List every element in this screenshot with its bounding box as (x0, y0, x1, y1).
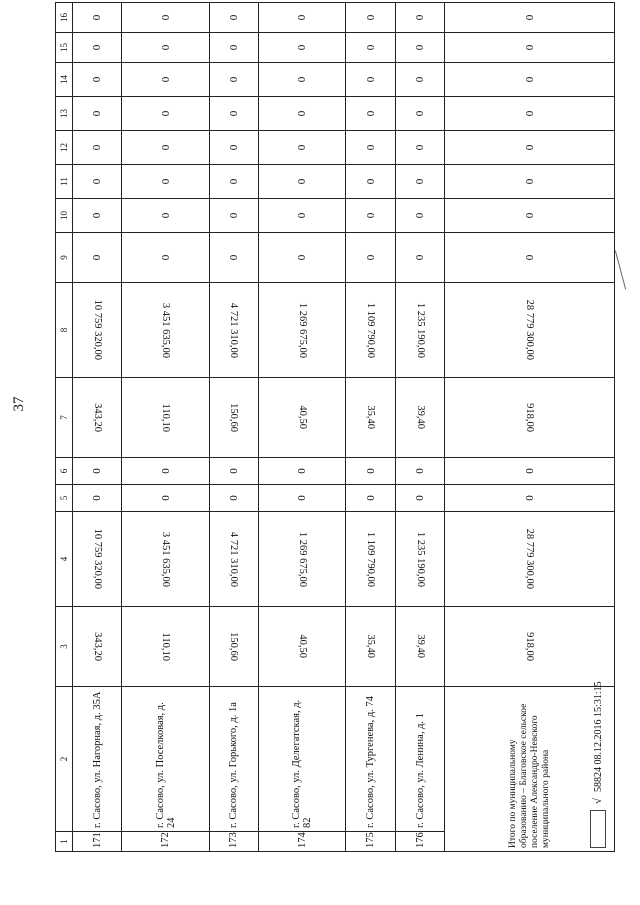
cell-value: 0 (364, 468, 377, 474)
cell-value: 40,50 (296, 634, 308, 659)
cell-value: 343,20 (91, 403, 103, 432)
cell-value: 150,60 (228, 632, 240, 661)
value-cell (73, 131, 122, 165)
value-cell (209, 199, 258, 233)
value-cell (395, 199, 444, 233)
column-number: 4 (56, 512, 73, 607)
cell-value: 0 (91, 178, 104, 185)
cell-value: 0 (414, 212, 427, 219)
cell-value: 0 (523, 495, 536, 501)
value-cell (395, 283, 444, 378)
column-number: 14 (56, 63, 73, 97)
cell-value: 0 (296, 254, 309, 261)
value-cell (445, 199, 615, 233)
value-cell (346, 131, 395, 165)
address-cell: г. Сасово, ул. Тургенева, д. 74 (346, 687, 395, 832)
value-cell (445, 512, 615, 607)
value-cell (395, 33, 444, 63)
cell-value: 0 (364, 254, 377, 261)
value-cell (209, 485, 258, 512)
value-cell (346, 378, 395, 458)
column-number: 10 (56, 199, 73, 233)
value-cell (259, 378, 346, 458)
value-cell (445, 3, 615, 33)
value-cell (445, 63, 615, 97)
value-cell (346, 3, 395, 33)
cell-value: 0 (296, 212, 309, 219)
column-number: 3 (56, 607, 73, 687)
cell-value: 0 (91, 468, 104, 474)
column-number: 12 (56, 131, 73, 165)
cell-value: 0 (159, 44, 172, 51)
cell-value: 110,10 (160, 403, 172, 432)
cell-value: 0 (91, 76, 104, 83)
value-cell (395, 63, 444, 97)
table-row (122, 3, 209, 852)
cell-value: 0 (364, 76, 377, 83)
cell-value: 28 779 300,00 (524, 299, 536, 361)
value-cell (346, 607, 395, 687)
row-number: 171 (73, 832, 122, 852)
cell-value: 0 (414, 14, 427, 21)
cell-value: 0 (523, 144, 536, 151)
cell-value: 0 (523, 110, 536, 117)
cell-value: 0 (91, 254, 104, 261)
cell-value: 0 (296, 468, 309, 474)
column-number: 1 (56, 832, 73, 852)
check-mark: √ (592, 797, 604, 804)
cell-value: 0 (159, 76, 172, 83)
cell-value: 0 (296, 76, 309, 83)
pen-mark (615, 251, 626, 290)
cell-value: 1 109 790,00 (365, 531, 377, 587)
value-cell (346, 199, 395, 233)
value-cell (73, 199, 122, 233)
cell-value: 0 (523, 178, 536, 185)
footer (588, 618, 608, 848)
cell-value: 0 (414, 144, 427, 151)
cell-value: 1 235 190,00 (414, 531, 426, 587)
value-cell (259, 458, 346, 485)
value-cell (395, 3, 444, 33)
cell-value: 0 (227, 76, 240, 83)
cell-value: 0 (364, 14, 377, 21)
value-cell (395, 512, 444, 607)
cell-value: 0 (414, 254, 427, 261)
value-cell (209, 607, 258, 687)
cell-value: 0 (364, 44, 377, 51)
value-cell (73, 378, 122, 458)
rotated-table-container (55, 14, 615, 852)
table-row (346, 3, 395, 852)
value-cell (209, 378, 258, 458)
value-cell (259, 131, 346, 165)
cell-value: 0 (91, 495, 104, 501)
column-number: 6 (56, 458, 73, 485)
table-row (73, 3, 122, 852)
value-cell (395, 458, 444, 485)
value-cell (346, 283, 395, 378)
value-cell (209, 63, 258, 97)
cell-value: 0 (227, 144, 240, 151)
cell-value: 1 269 675,00 (296, 302, 308, 358)
value-cell (346, 233, 395, 283)
cell-value: 0 (91, 110, 104, 117)
cell-value: 0 (523, 14, 536, 21)
column-number: 2 (56, 687, 73, 832)
value-cell (209, 97, 258, 131)
value-cell (445, 33, 615, 63)
value-cell (73, 283, 122, 378)
cell-value: 110,10 (160, 632, 172, 661)
value-cell (122, 458, 209, 485)
value-cell (73, 97, 122, 131)
cell-value: 4 721 310,00 (228, 302, 240, 358)
value-cell (259, 165, 346, 199)
value-cell (259, 283, 346, 378)
value-cell (209, 233, 258, 283)
address-cell: г. Сасово, ул. Ленина, д. 1 (395, 687, 444, 832)
column-number: 15 (56, 33, 73, 63)
cell-value: 0 (91, 212, 104, 219)
column-number: 16 (56, 3, 73, 33)
cell-value: 0 (91, 14, 104, 21)
value-cell (73, 458, 122, 485)
value-cell (445, 458, 615, 485)
cell-value: 0 (364, 144, 377, 151)
cell-value: 0 (227, 178, 240, 185)
cell-value: 0 (296, 14, 309, 21)
address-cell: г. Сасово, ул. Делегатская, д. 82 (259, 687, 346, 832)
cell-value: 0 (523, 212, 536, 219)
cell-value: 0 (523, 254, 536, 261)
cell-value: 3 451 635,00 (160, 531, 172, 587)
value-cell (122, 283, 209, 378)
cell-value: 0 (296, 44, 309, 51)
cell-value: 40,50 (296, 405, 308, 430)
row-number: 173 (209, 832, 258, 852)
value-cell (122, 607, 209, 687)
value-cell (122, 233, 209, 283)
value-cell (395, 607, 444, 687)
cell-value: 0 (227, 44, 240, 51)
value-cell (395, 131, 444, 165)
cell-value: 0 (159, 212, 172, 219)
table-row (209, 3, 258, 852)
cell-value: 1 235 190,00 (414, 302, 426, 358)
cell-value: 0 (159, 144, 172, 151)
cell-value: 0 (159, 468, 172, 474)
value-cell (346, 33, 395, 63)
cell-value: 0 (523, 76, 536, 83)
value-cell (73, 512, 122, 607)
page-number: 37 (11, 396, 27, 412)
value-cell (209, 512, 258, 607)
cell-value: 0 (227, 495, 240, 501)
value-cell (395, 233, 444, 283)
cell-value: 918,00 (524, 632, 536, 661)
value-cell (122, 63, 209, 97)
value-cell (209, 165, 258, 199)
cell-value: 0 (91, 144, 104, 151)
cell-value: 0 (227, 14, 240, 21)
value-cell (445, 233, 615, 283)
row-number: 172 (122, 832, 209, 852)
table-row (395, 3, 444, 852)
table-row (259, 3, 346, 852)
cell-value: 0 (159, 178, 172, 185)
cell-value: 0 (296, 110, 309, 117)
address-cell: г. Сасово, ул. Горького, д. 1а (209, 687, 258, 832)
value-cell (73, 607, 122, 687)
value-cell (445, 97, 615, 131)
value-cell (209, 33, 258, 63)
cell-value: 0 (414, 468, 427, 474)
value-cell (209, 131, 258, 165)
address-cell: г. Сасово, ул. Нагорная, д. 35А (73, 687, 122, 832)
cell-value: 28 779 300,00 (524, 528, 536, 590)
cell-value: 0 (227, 254, 240, 261)
value-cell (259, 199, 346, 233)
cell-value: 39,40 (414, 405, 426, 430)
cell-value: 0 (364, 178, 377, 185)
value-cell (259, 3, 346, 33)
value-cell (73, 485, 122, 512)
value-cell (259, 485, 346, 512)
cell-value: 0 (159, 14, 172, 21)
value-cell (122, 3, 209, 33)
value-cell (445, 485, 615, 512)
value-cell (445, 165, 615, 199)
value-cell (122, 131, 209, 165)
column-number: 5 (56, 485, 73, 512)
cell-value: 0 (296, 144, 309, 151)
value-cell (73, 63, 122, 97)
cell-value: 0 (296, 495, 309, 501)
cell-value: 0 (523, 468, 536, 474)
value-cell (395, 165, 444, 199)
total-label: Итого по муниципальному образованию – Благовское сельское поселение Александро-Невского муниципального района (445, 687, 615, 852)
column-number: 7 (56, 378, 73, 458)
column-number: 9 (56, 233, 73, 283)
document-reference: 58824 08.12.2016 15:31:15 (592, 681, 604, 792)
value-cell (122, 165, 209, 199)
value-cell (209, 283, 258, 378)
value-cell (122, 485, 209, 512)
value-cell (259, 97, 346, 131)
value-cell (259, 607, 346, 687)
cell-value: 0 (414, 76, 427, 83)
cell-value: 0 (227, 110, 240, 117)
value-cell (122, 33, 209, 63)
cell-value: 0 (414, 44, 427, 51)
value-cell (122, 199, 209, 233)
value-cell (395, 97, 444, 131)
cell-value: 0 (364, 212, 377, 219)
value-cell (259, 512, 346, 607)
cell-value: 10 759 320,00 (91, 528, 103, 590)
document-stamp (590, 810, 606, 848)
value-cell (395, 378, 444, 458)
value-cell (346, 458, 395, 485)
column-number: 13 (56, 97, 73, 131)
value-cell (346, 485, 395, 512)
data-table (55, 2, 615, 852)
value-cell (346, 512, 395, 607)
cell-value: 0 (296, 178, 309, 185)
value-cell (259, 233, 346, 283)
cell-value: 0 (414, 110, 427, 117)
value-cell (209, 458, 258, 485)
value-cell (122, 97, 209, 131)
value-cell (73, 233, 122, 283)
cell-value: 918,00 (524, 403, 536, 432)
cell-value: 0 (227, 212, 240, 219)
cell-value: 0 (159, 110, 172, 117)
cell-value: 0 (414, 178, 427, 185)
value-cell (445, 283, 615, 378)
value-cell (122, 378, 209, 458)
value-cell (346, 63, 395, 97)
cell-value: 0 (364, 110, 377, 117)
row-number: 174 (259, 832, 346, 852)
cell-value: 343,20 (91, 632, 103, 661)
cell-value: 10 759 320,00 (91, 299, 103, 361)
value-cell (73, 3, 122, 33)
value-cell (209, 3, 258, 33)
cell-value: 0 (91, 44, 104, 51)
column-number-row (56, 3, 73, 852)
address-cell: г. Сасово, ул. Поселковая, д. 24 (122, 687, 209, 832)
value-cell (445, 131, 615, 165)
cell-value: 0 (159, 254, 172, 261)
column-number: 8 (56, 283, 73, 378)
cell-value: 0 (523, 44, 536, 51)
value-cell (395, 485, 444, 512)
cell-value: 4 721 310,00 (228, 531, 240, 587)
cell-value: 1 269 675,00 (296, 531, 308, 587)
value-cell (346, 165, 395, 199)
value-cell (73, 33, 122, 63)
value-cell (259, 63, 346, 97)
cell-value: 150,60 (228, 403, 240, 432)
cell-value: 3 451 635,00 (160, 302, 172, 358)
value-cell (259, 33, 346, 63)
cell-value: 39,40 (414, 634, 426, 659)
cell-value: 0 (414, 495, 427, 501)
row-number: 176 (395, 832, 444, 852)
value-cell (73, 165, 122, 199)
cell-value: 0 (159, 495, 172, 501)
cell-value: 0 (364, 495, 377, 501)
cell-value: 35,40 (365, 634, 377, 659)
value-cell (122, 512, 209, 607)
cell-value: 35,40 (365, 405, 377, 430)
column-number: 11 (56, 165, 73, 199)
row-number: 175 (346, 832, 395, 852)
value-cell (346, 97, 395, 131)
cell-value: 0 (227, 468, 240, 474)
cell-value: 1 109 790,00 (365, 302, 377, 358)
value-cell (445, 378, 615, 458)
